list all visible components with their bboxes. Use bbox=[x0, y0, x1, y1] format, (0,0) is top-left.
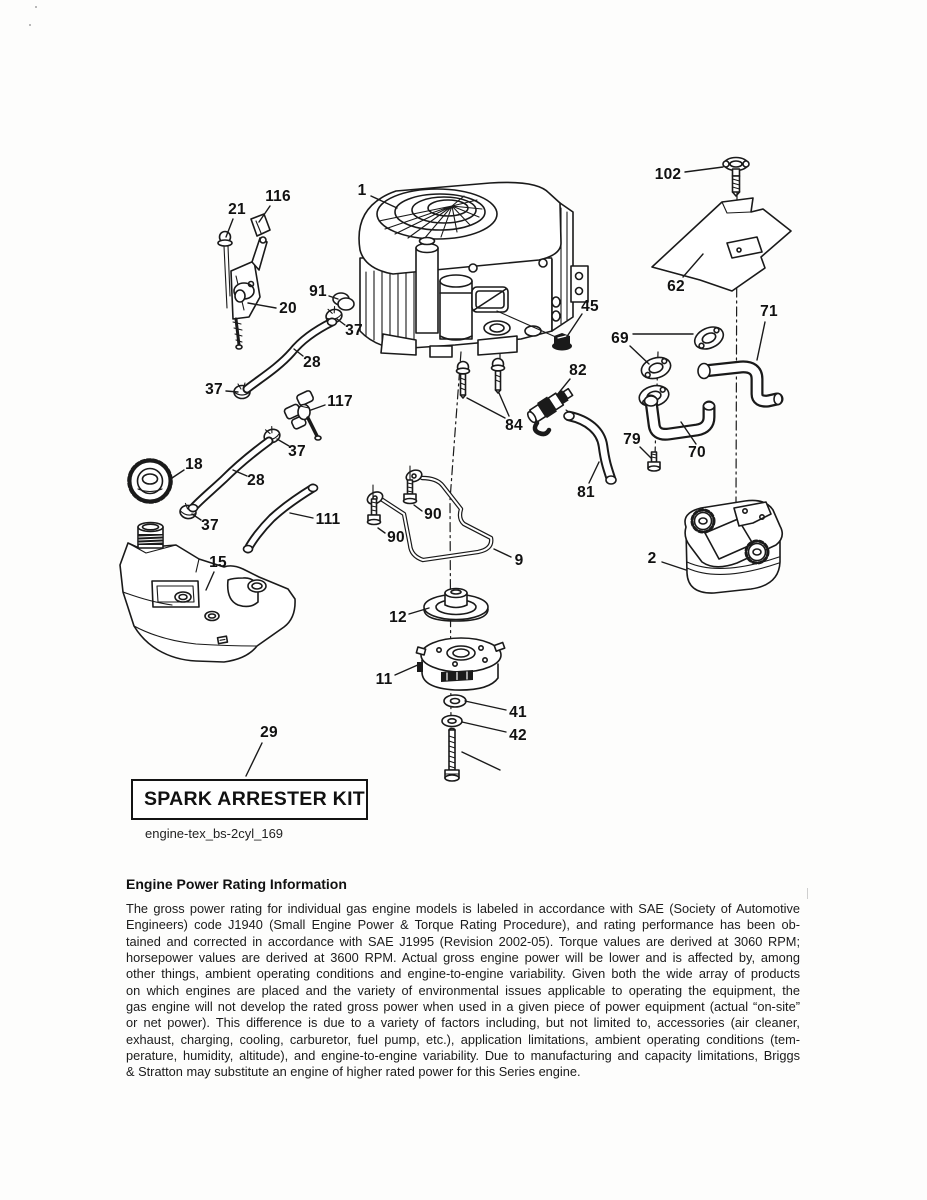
callout-11: 11 bbox=[375, 671, 393, 688]
paragraph-line: other things, ambient operating conditions and engine-to-engine variability. Given both the wide array of products bbox=[126, 966, 800, 982]
callout-70: 70 bbox=[688, 444, 706, 461]
scan-speck bbox=[35, 6, 37, 8]
callout-42: 42 bbox=[509, 727, 527, 744]
callout-28: 28 bbox=[303, 354, 321, 371]
callout-45: 45 bbox=[581, 298, 599, 315]
callout-15: 15 bbox=[209, 554, 227, 571]
callout-37: 37 bbox=[288, 443, 306, 460]
paragraph-line: Engineers) code J1940 (Small Engine Power & Torque Rating Procedure), and rating performance has been ob- bbox=[126, 917, 800, 933]
paragraph-line: & Stratton may substitute an engine of higher rated power for this Series engine. bbox=[126, 1064, 581, 1080]
callout-69: 69 bbox=[611, 330, 629, 347]
section-body bbox=[126, 901, 800, 1081]
paragraph-line: gas engine will not develop the rated gross power when used in a given piece of power equipment (actual “on-site” bbox=[126, 999, 800, 1015]
callout-91: 91 bbox=[309, 283, 327, 300]
callout-79: 79 bbox=[623, 431, 641, 448]
callout-81: 81 bbox=[577, 484, 595, 501]
callout-102: 102 bbox=[654, 166, 682, 183]
callout-37: 37 bbox=[345, 322, 363, 339]
section-heading: Engine Power Rating Information bbox=[126, 876, 347, 892]
scan-speck bbox=[807, 888, 808, 899]
callout-37: 37 bbox=[201, 517, 219, 534]
paragraph-line: horsepower values are derived at 3600 RPM. Actual gross engine power will be lower and is affected by, among bbox=[126, 950, 800, 966]
engine-power-rating-section bbox=[126, 876, 800, 1081]
callout-28: 28 bbox=[247, 472, 265, 489]
callout-116: 116 bbox=[265, 188, 291, 205]
callout-84: 84 bbox=[505, 417, 523, 434]
callout-62: 62 bbox=[667, 278, 685, 295]
paragraph-line: perature, humidity, altitude), and engine-to-engine variability. Due to manufacturing and capacity limitations, Briggs bbox=[126, 1048, 800, 1064]
callout-9: 9 bbox=[514, 552, 524, 569]
callout-41: 41 bbox=[509, 704, 527, 721]
spark-arrester-kit-box bbox=[131, 779, 368, 820]
callout-82: 82 bbox=[569, 362, 587, 379]
paragraph-line: or net power). This difference is due to a variety of factors including, but not limited to, accessories (air cleaner, bbox=[126, 1015, 800, 1031]
callout-12: 12 bbox=[389, 609, 407, 626]
figure-id: engine-tex_bs-2cyl_169 bbox=[145, 826, 284, 841]
spark-arrester-kit-label: SPARK ARRESTER KIT bbox=[144, 788, 365, 810]
callout-117: 117 bbox=[327, 393, 353, 410]
callout-1: 1 bbox=[357, 182, 367, 199]
callout-20: 20 bbox=[279, 300, 297, 317]
callout-2: 2 bbox=[647, 550, 657, 567]
callout-18: 18 bbox=[185, 456, 203, 473]
callout-29: 29 bbox=[260, 724, 278, 741]
callout-21: 21 bbox=[228, 201, 246, 218]
callout-71: 71 bbox=[760, 303, 778, 320]
callout-37: 37 bbox=[205, 381, 223, 398]
callout-90: 90 bbox=[424, 506, 442, 523]
scan-speck bbox=[29, 24, 31, 26]
callout-111: 111 bbox=[315, 511, 341, 528]
paragraph-line: exhaust, charging, cooling, carburetor, fuel pump, etc.), application limitations, ambient operating conditions (tem- bbox=[126, 1031, 800, 1047]
callout-90: 90 bbox=[387, 529, 405, 546]
paragraph-line: The gross power rating for individual gas engine models is labeled in accordance with SAE (Society of Automotive bbox=[126, 901, 800, 916]
paragraph-line: on which engines are placed and the variety of environmental issues applicable to operating the equipment, the bbox=[126, 982, 800, 998]
paragraph-line: tained and corrected in accordance with SAE J1995 (Revision 2002-05). Torque values are derived at 3060 RPM; bbox=[126, 933, 800, 949]
